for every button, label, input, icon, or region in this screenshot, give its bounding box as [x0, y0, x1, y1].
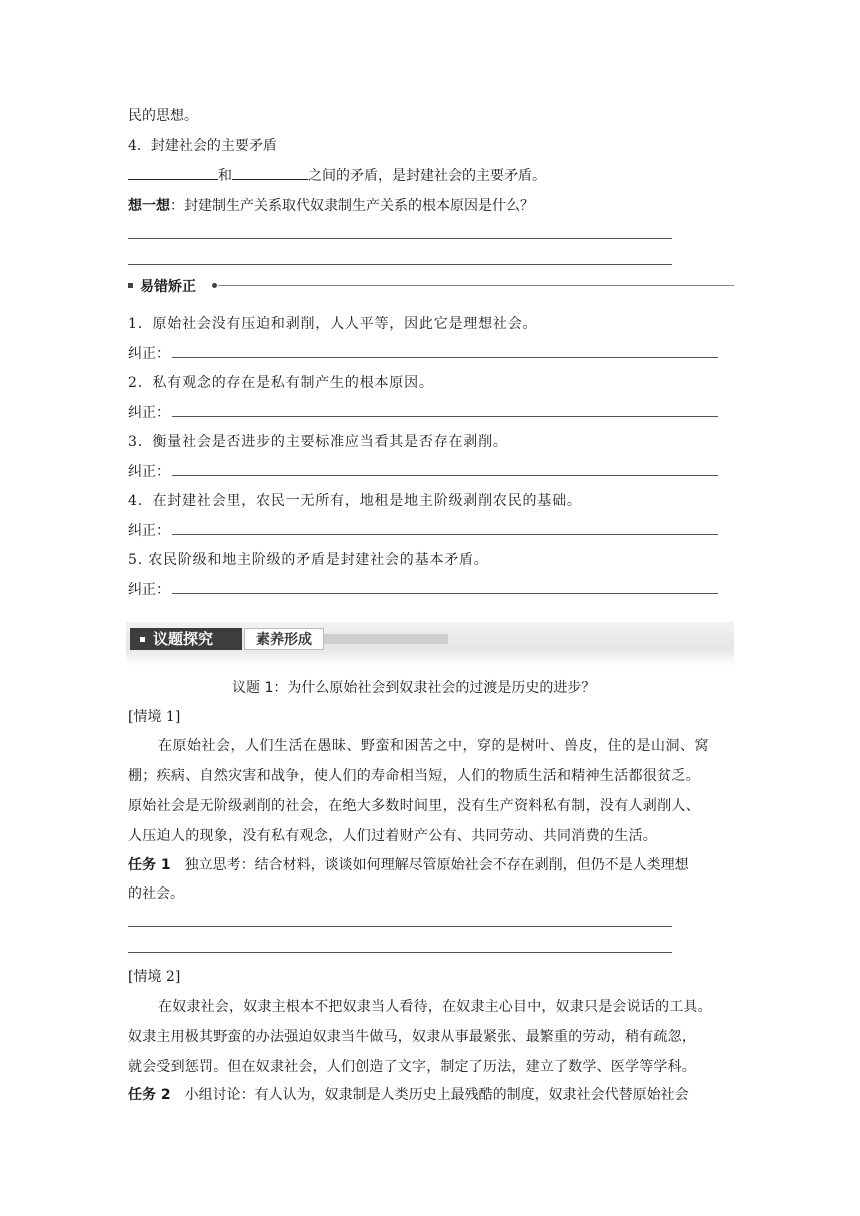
think-question — [128, 195, 534, 215]
correction-line[interactable] — [172, 534, 718, 535]
correction-line[interactable] — [172, 475, 718, 476]
divider — [218, 285, 734, 286]
task-line — [128, 1084, 689, 1104]
think-label: 想一想 — [128, 198, 170, 214]
blank-field[interactable] — [128, 165, 218, 180]
correction-label: 纠正： — [128, 523, 170, 539]
bullet-square — [128, 283, 133, 288]
scene-label: [情境 1] — [128, 709, 181, 725]
correction-label: 纠正： — [128, 405, 170, 421]
banner-tag-secondary: 素养形成 — [244, 628, 324, 650]
task-label: 任务 2 — [128, 1087, 171, 1103]
paragraph-line: 原始社会是无阶级剥削的社会，在绝大多数时间里，没有生产资料私有制，没有人剥削人、 — [128, 798, 700, 814]
correction-label: 纠正： — [128, 582, 170, 598]
error-item: 4．在封建社会里，农民一无所有，地租是地主阶级剥削农民的基础。 — [128, 493, 582, 509]
section-heading-errors — [126, 276, 734, 296]
correction-line[interactable] — [172, 593, 718, 594]
item-title: 4．封建社会的主要矛盾 — [128, 138, 277, 154]
answer-line[interactable] — [128, 952, 672, 953]
task-line-continued: 的社会。 — [128, 886, 184, 902]
paragraph-line: 棚；疾病、自然灾害和战争，使人们的寿命相当短，人们的物质生活和精神生活都很贫乏。 — [128, 768, 700, 784]
bullet-dot — [212, 283, 217, 288]
paragraph-line: 在奴隶社会，奴隶主根本不把奴隶当人看待，在奴隶主心目中，奴隶只是会说话的工具。 — [158, 999, 712, 1015]
correction-line[interactable] — [172, 416, 718, 417]
error-item: 3．衡量社会是否进步的主要标准应当看其是否存在剥削。 — [128, 434, 508, 450]
paragraph-line: 奴隶主用极其野蛮的办法强迫奴隶当牛做马，奴隶从事最紧张、最繁重的劳动，稍有疏忽， — [128, 1029, 696, 1045]
banner-tag-primary — [130, 628, 242, 650]
conjunction: 和 — [218, 168, 232, 184]
scene-paragraph — [128, 996, 734, 1086]
task-label: 任务 1 — [128, 857, 171, 873]
banner-bar — [322, 634, 448, 644]
answer-line[interactable] — [128, 926, 672, 927]
error-item: 1．原始社会没有压迫和剥削，人人平等，因此它是理想社会。 — [128, 316, 538, 332]
task-text: 独立思考：结合材料，谈谈如何理解尽管原始社会不存在剥削，但仍不是人类理想 — [184, 857, 689, 873]
bullet-square — [140, 637, 145, 642]
answer-line[interactable] — [128, 264, 672, 265]
task-line — [128, 854, 689, 874]
correction-line[interactable] — [172, 357, 718, 358]
blank-field[interactable] — [232, 165, 308, 180]
sentence-tail: 之间的矛盾，是封建社会的主要矛盾。 — [308, 168, 546, 184]
scene-label: [情境 2] — [128, 969, 181, 985]
error-item: 5. 农民阶级和地主阶级的矛盾是封建社会的基本矛盾。 — [128, 552, 489, 568]
section-title: 易错矫正 — [140, 279, 196, 295]
correction-label: 纠正： — [128, 346, 170, 362]
paragraph-line: 在原始社会，人们生活在愚昧、野蛮和困苦之中，穿的是树叶、兽皮，住的是山洞、窝 — [158, 738, 709, 754]
fill-in-sentence — [128, 165, 546, 185]
paragraph-line: 就会受到惩罚。但在奴隶社会，人们创造了文字，制定了历法，建立了数学、医学等学科。 — [128, 1059, 696, 1075]
error-item: 2．私有观念的存在是私有制产生的根本原因。 — [128, 375, 434, 391]
task-text: 小组讨论：有人认为，奴隶制是人类历史上最残酷的制度，奴隶社会代替原始社会 — [184, 1087, 689, 1103]
section-banner — [126, 622, 734, 666]
scene-paragraph — [128, 735, 734, 855]
topic-title: 议题 1：为什么原始社会到奴隶社会的过渡是历史的进步？ — [232, 680, 596, 696]
banner-tag-primary-label: 议题探究 — [153, 630, 214, 648]
answer-line[interactable] — [128, 238, 672, 239]
think-text: ：封建制生产关系取代奴隶制生产关系的根本原因是什么？ — [170, 198, 534, 214]
paragraph-line: 人压迫人的现象，没有私有观念，人们过着财产公有、共同劳动、共同消费的生活。 — [128, 828, 658, 844]
text-line: 民的思想。 — [128, 108, 198, 124]
correction-label: 纠正： — [128, 464, 170, 480]
